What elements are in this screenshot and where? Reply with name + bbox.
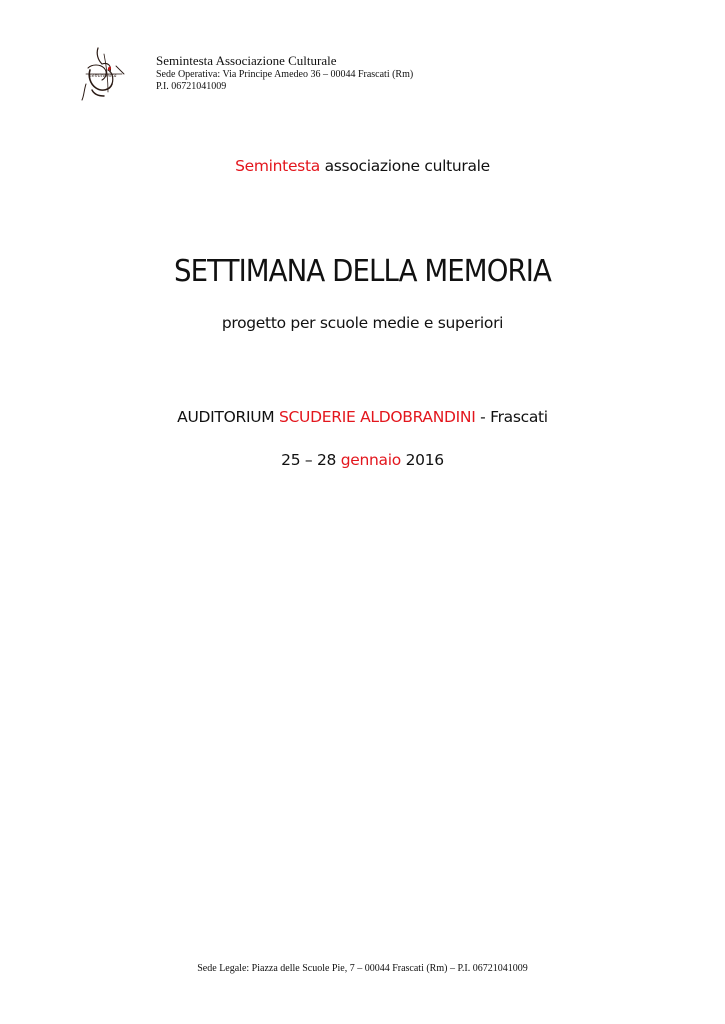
venue-highlight: SCUDERIE ALDOBRANDINI [278,408,476,426]
page-subtitle: progetto per scuole medie e superiori [221,314,504,332]
association-name: Semintesta [235,157,320,175]
dates-year: 2016 [405,451,444,469]
header-address: Sede Operativa: Via Principe Amedeo 36 – 00044 Frascati (Rm) [156,69,414,80]
dates-month: gennaio [340,451,401,469]
letterhead [156,54,413,94]
venue-suffix: - Frascati [480,408,548,426]
association-descriptor: associazione culturale [324,157,490,175]
dates-range: 25 – 28 [281,451,337,469]
venue-prefix: AUDITORIUM [177,408,275,426]
page-title: SETTIMANA DELLA MEMORIA [174,254,551,289]
dates-line [0,451,725,469]
association-line [0,157,725,175]
header-vat: P.I. 06721041009 [156,81,227,92]
footer-legal: Sede Legale: Piazza delle Scuole Pie, 7 – 00044 Frascati (Rm) – P.I. 06721041009 [197,963,528,974]
svg-text:semintesta: semintesta [89,73,117,79]
header-org-name: Semintesta Associazione Culturale [156,53,337,68]
semintesta-logo [78,44,134,102]
venue-line [0,408,725,426]
